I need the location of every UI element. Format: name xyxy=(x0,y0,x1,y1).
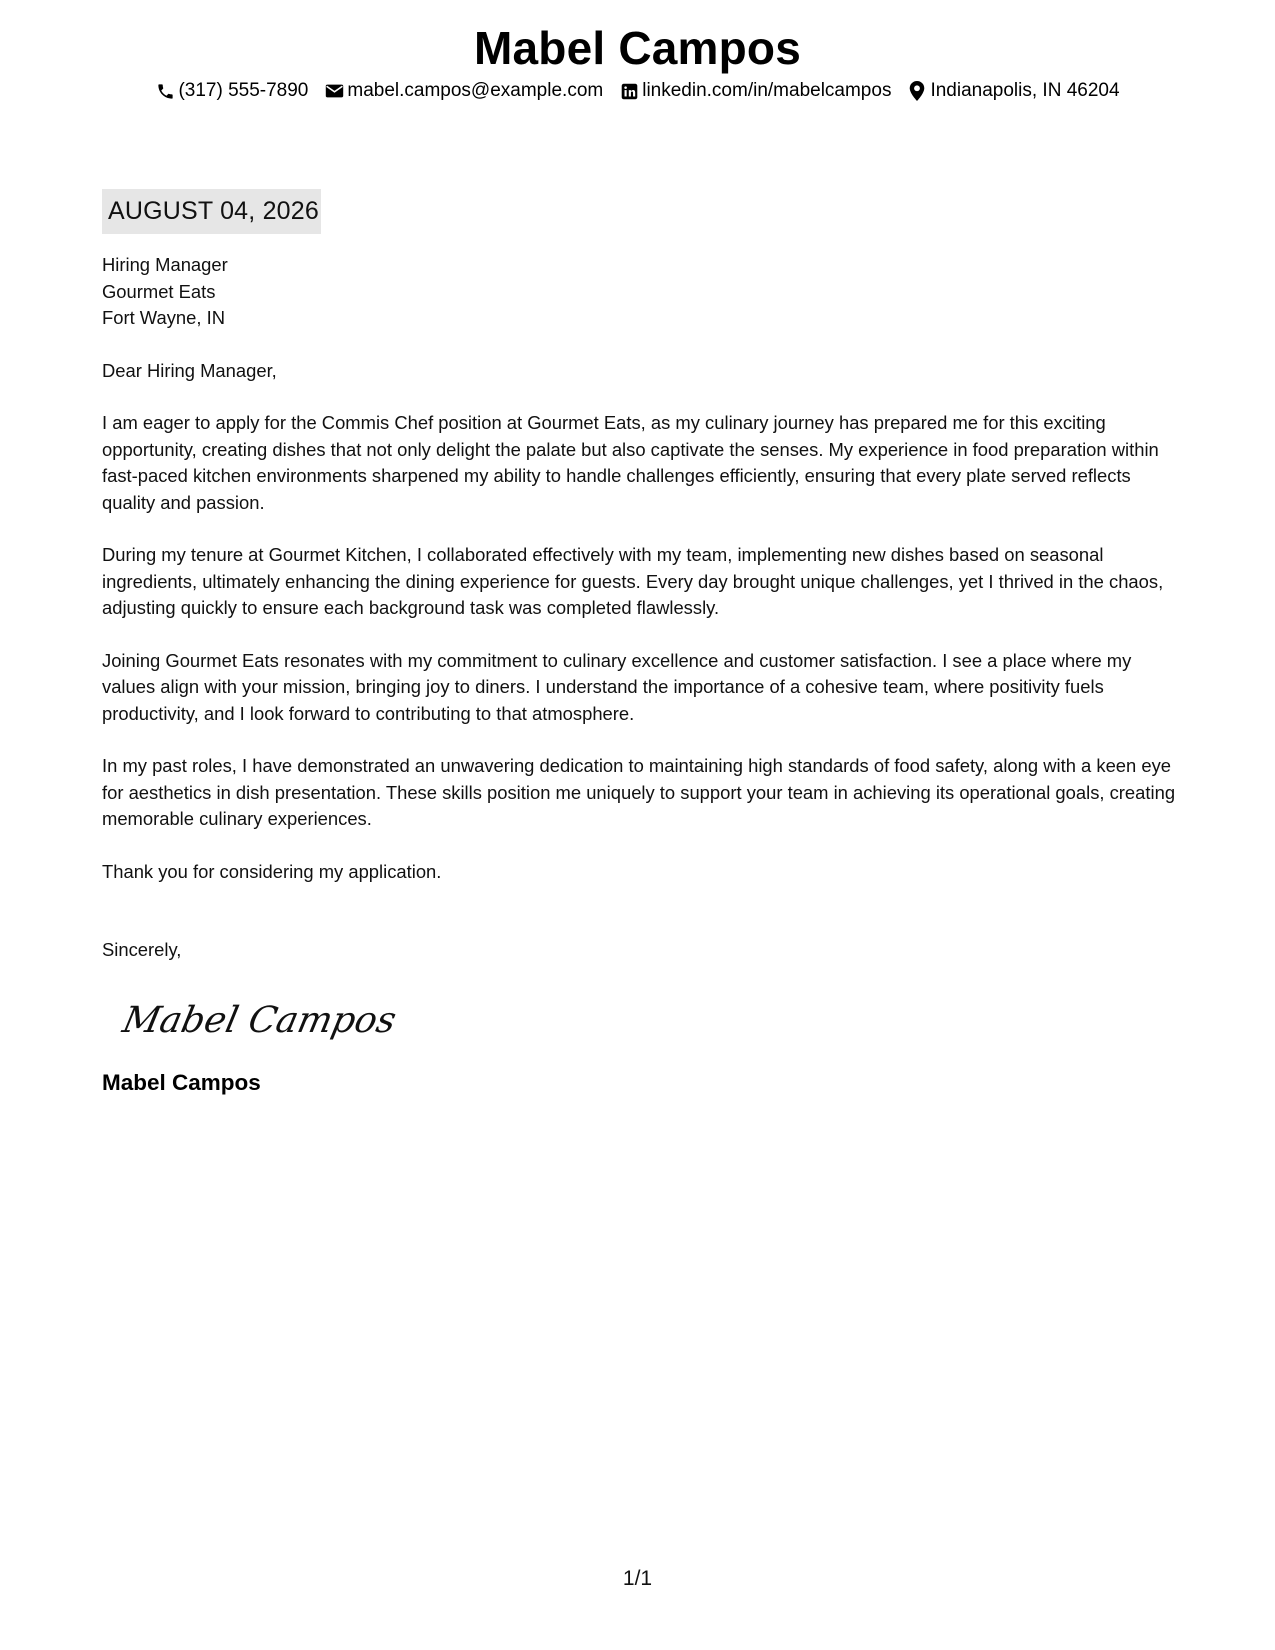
contact-linkedin xyxy=(619,78,891,104)
thanks-line: Thank you for considering my application. xyxy=(102,860,442,882)
handwritten-signature xyxy=(118,990,401,1052)
map-marker-icon xyxy=(907,81,927,101)
page-number: 1/1 xyxy=(622,1567,653,1590)
body-paragraph-2: During my tenure at Gourmet Kitchen, I collaborated effectively with my team, implementing new dishes based on seasonal ingredients, ultimately enhancing the dining experience for guests. Every day brought unique challenges, yet I thrived in the chaos, adjusting quickly to ensure each background task was completed flawlessly. xyxy=(102,544,1164,618)
recipient-location: Fort Wayne, IN xyxy=(102,307,225,328)
closing-line: Sincerely, xyxy=(102,939,182,960)
applicant-name-heading: Mabel Campos xyxy=(473,22,802,74)
letter-date: AUGUST 04, 2026 xyxy=(102,189,321,234)
contact-phone xyxy=(155,78,308,104)
contact-info-bar xyxy=(0,78,1275,104)
phone-text[interactable]: (317) 555-7890 xyxy=(178,80,309,101)
contact-email xyxy=(324,78,603,104)
recipient-title: Hiring Manager xyxy=(102,254,228,275)
recipient-company: Gourmet Eats xyxy=(102,280,216,302)
svg-text:Mabel Campos: Mabel Campos xyxy=(119,997,401,1041)
contact-location xyxy=(907,78,1119,104)
envelope-icon xyxy=(324,81,344,101)
salutation: Dear Hiring Manager, xyxy=(102,359,277,381)
recipient-block xyxy=(102,252,1182,332)
signed-name: Mabel Campos xyxy=(102,1069,261,1095)
linkedin-icon xyxy=(619,81,639,101)
phone-icon xyxy=(155,81,175,101)
email-text[interactable]: mabel.campos@example.com xyxy=(347,80,604,101)
body-paragraph-4: In my past roles, I have demonstrated an unwavering dedication to maintaining high standards of food safety, along with a keen eye for aesthetics in dish presentation. These skills position me uniquely to support your team in achieving its operational goals, creating memorable culinary experiences. xyxy=(102,755,1176,829)
letter-body xyxy=(102,252,1182,1098)
location-text: Indianapolis, IN 46204 xyxy=(930,80,1120,101)
body-paragraph-1: I am eager to apply for the Commis Chef position at Gourmet Eats, as my culinary journey has prepared me for this exciting opportunity, creating dishes that not only delight the palate but also captivate the senses. My experience in food preparation within fast-paced kitchen environments sharpened my ability to handle challenges efficiently, ensuring that every plate served reflects quality and passion. xyxy=(102,412,1159,513)
body-paragraph-3: Joining Gourmet Eats resonates with my commitment to culinary excellence and customer satisfaction. I see a place where my values align with your mission, bringing joy to diners. I understand the importance of a cohesive team, where positivity fuels productivity, and I look forward to contributing to that atmosphere. xyxy=(102,649,1132,724)
linkedin-text[interactable]: linkedin.com/in/mabelcampos xyxy=(642,80,892,101)
